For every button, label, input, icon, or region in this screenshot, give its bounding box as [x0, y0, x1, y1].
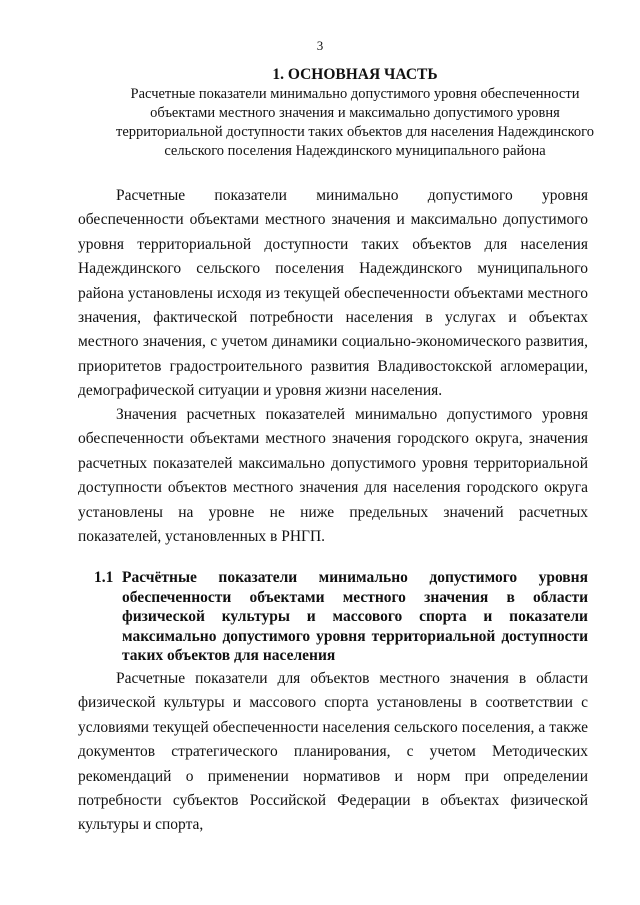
section-heading: 1. ОСНОВНАЯ ЧАСТЬ [272, 66, 438, 83]
subsection-number: 1.1 [94, 569, 114, 586]
section-subtitle: Расчетные показатели минимально допустимого уровня обеспеченности объектами местного значения и максимально допустимого уровня территориальной доступности таких объектов для населения Надеждинского сельского поселения Надеждинского муниципального района [115, 86, 594, 159]
subsection-title: Расчётные показатели минимально допустимого уровня обеспеченности объектами местного значения в области физической культуры и массового спорта и показатели максимально допустимого уровня территориальной доступности таких объектов для населения [122, 569, 588, 664]
paragraph-intro: Расчетные показатели минимально допустимого уровня обеспеченности объектами местного значения и максимально допустимого уровня территориальной доступности таких объектов для населения Надеждинского сельского поселения Надеждинского муниципального района установлены исходя из текущей обеспеченности объектами местного значения, фактической потребности населения в услугах и объектах местного значения, с учетом динамики социально-экономического развития, приоритетов градостроительного развития Владивостокской агломерации, демографической ситуации и уровня жизни населения. [78, 187, 588, 400]
page-number: 3 [316, 38, 324, 53]
paragraph-sport: Расчетные показатели для объектов местного значения в области физической культуры и массового спорта установлены в соответствии с условиями текущей обеспеченности населения сельского поселения, а также документов стратегического планирования, с учетом Методических рекомендаций о применении нормативов и норм при определении потребности субъектов Российской Федерации в объектах физической культуры и спорта, [78, 670, 588, 834]
paragraph-values: Значения расчетных показателей минимально допустимого уровня обеспеченности объектами местного значения городского округа, значения расчетных показателей максимально допустимого уровня территориальной доступности объектов местного значения для населения городского округа установлены на уровне не ниже предельных значений расчетных показателей, установленных в РНГП. [78, 406, 588, 546]
subsection-heading [78, 568, 588, 666]
